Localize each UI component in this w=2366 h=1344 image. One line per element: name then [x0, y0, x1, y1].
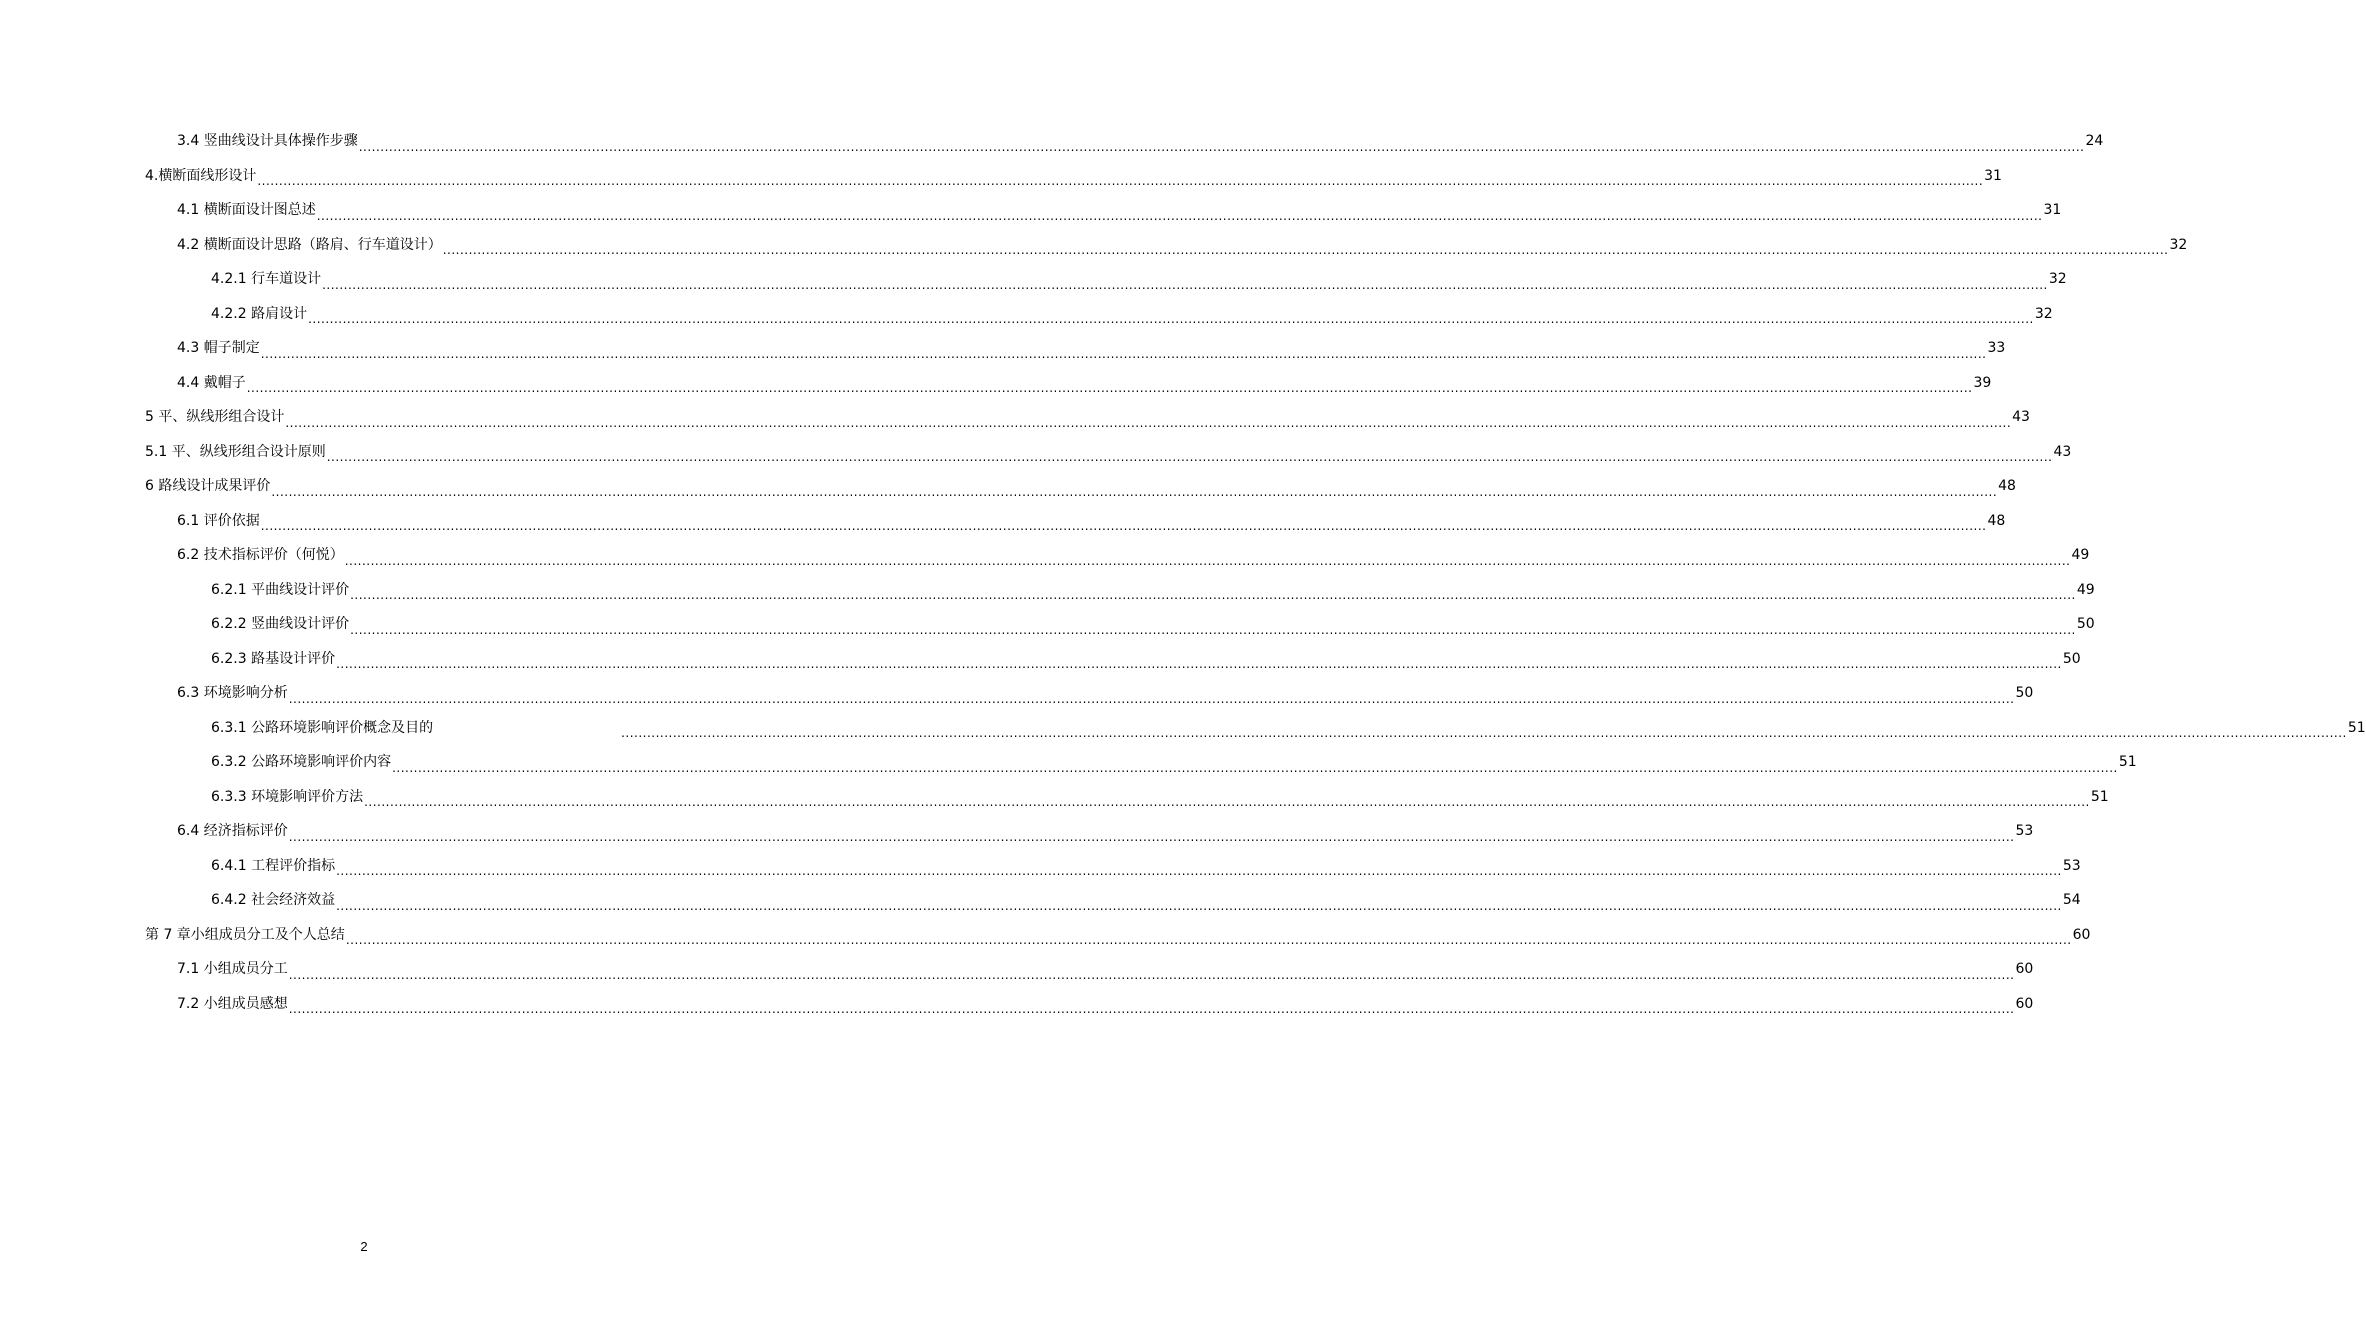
toc-dot-leader: ................................................................................................................................................................................................................................................................................................................................................................................................................ — [308, 312, 2034, 326]
toc-entry-page: 43 — [2012, 409, 2030, 426]
toc-entry-label: 6.3.3 环境影响评价方法 — [211, 788, 364, 805]
toc-entry-label: 4.横断面线形设计 — [145, 167, 257, 184]
toc-entry-label: 6.3.2 公路环境影响评价内容 — [211, 754, 392, 771]
toc-dot-leader: ................................................................................................................................................................................................................................................................................................................................................................................................................ — [246, 381, 1973, 395]
toc-entry-label: 6.2.1 平曲线设计评价 — [211, 581, 350, 598]
toc-entry-page: 43 — [2053, 443, 2072, 460]
toc-entry-page: 53 — [2062, 857, 2081, 874]
toc-dot-leader: ................................................................................................................................................................................................................................................................................................................................................................................................................ — [364, 795, 2090, 809]
toc-entry[interactable] — [145, 849, 2081, 884]
toc-dot-leader: ................................................................................................................................................................................................................................................................................................................................................................................................................ — [336, 657, 2062, 671]
toc-entry-page: 60 — [2072, 926, 2091, 943]
toc-entry-label: 5 平、纵线形组合设计 — [145, 409, 285, 426]
toc-entry-page: 31 — [1984, 167, 2002, 184]
toc-dot-leader: ................................................................................................................................................................................................................................................................................................................................................................................................................ — [442, 243, 2169, 257]
toc-dot-leader: ................................................................................................................................................................................................................................................................................................................................................................................................................ — [336, 864, 2062, 878]
toc-entry-page: 49 — [2071, 547, 2090, 564]
toc-entry-page: 48 — [1998, 478, 2016, 495]
toc-entry[interactable] — [145, 538, 2090, 573]
toc-dot-leader: ................................................................................................................................................................................................................................................................................................................................................................................................................ — [285, 415, 2012, 430]
toc-entry-page: 60 — [2015, 961, 2034, 978]
toc-dot-leader: ................................................................................................................................................................................................................................................................................................................................................................................................................ — [392, 760, 2118, 775]
toc-entry[interactable] — [145, 780, 2109, 815]
toc-entry[interactable] — [145, 366, 1992, 401]
toc-entry-label: 7.1 小组成员分工 — [177, 961, 288, 978]
toc-entry-label: 6.1 评价依据 — [177, 512, 260, 529]
toc-dot-leader: ................................................................................................................................................................................................................................................................................................................................................................................................................ — [350, 622, 2076, 637]
toc-entry-page: 49 — [2076, 581, 2095, 598]
toc-entry[interactable] — [145, 331, 2006, 366]
toc-entry[interactable] — [145, 676, 2034, 711]
toc-dot-leader: ................................................................................................................................................................................................................................................................................................................................................................................................................ — [316, 208, 2043, 223]
toc-entry-label: 6.4 经济指标评价 — [177, 823, 288, 840]
toc-entry[interactable] — [145, 642, 2081, 677]
page-number: 2 — [360, 1239, 368, 1254]
toc-dot-leader: ................................................................................................................................................................................................................................................................................................................................................................................................................ — [288, 1002, 2015, 1016]
toc-entry[interactable] — [145, 297, 2053, 332]
toc-dot-leader: ................................................................................................................................................................................................................................................................................................................................................................................................................ — [350, 588, 2076, 602]
toc-entry-page: 50 — [2062, 650, 2081, 667]
toc-entry-label: 3.4 竖曲线设计具体操作步骤 — [177, 133, 358, 150]
toc-entry-page: 51 — [2118, 754, 2137, 771]
toc-dot-leader: ................................................................................................................................................................................................................................................................................................................................................................................................................ — [271, 484, 1998, 499]
toc-entry[interactable] — [145, 469, 2016, 504]
toc-entry-page: 32 — [2169, 236, 2188, 253]
toc-entry-page: 51 — [2090, 788, 2109, 805]
toc-entry-label: 4.2.2 路肩设计 — [211, 305, 308, 322]
toc-entry[interactable] — [145, 607, 2095, 642]
toc-entry-label: 6.2 技术指标评价（何悦） — [177, 547, 344, 564]
toc-dot-leader: ................................................................................................................................................................................................................................................................................................................................................................................................................ — [260, 519, 1987, 533]
toc-entry-page: 32 — [2048, 271, 2067, 288]
toc-entry-label: 6.2.3 路基设计评价 — [211, 650, 336, 667]
toc-entry-page: 48 — [1987, 512, 2006, 529]
toc-entry-label: 6.2.2 竖曲线设计评价 — [211, 616, 350, 633]
toc-entry[interactable] — [145, 262, 2067, 297]
toc-entry-page: 53 — [2015, 823, 2034, 840]
toc-entry-label: 4.2 横断面设计思路（路肩、行车道设计） — [177, 236, 442, 253]
table-of-contents — [145, 124, 2366, 1021]
toc-entry[interactable] — [145, 918, 2091, 953]
toc-entry[interactable] — [145, 814, 2034, 849]
toc-entry-label: 4.3 帽子制定 — [177, 340, 260, 357]
toc-entry[interactable] — [145, 193, 2062, 228]
toc-entry-label: 6.4.1 工程评价指标 — [211, 857, 336, 874]
toc-dot-leader: ................................................................................................................................................................................................................................................................................................................................................................................................................ — [257, 174, 1984, 188]
toc-entry[interactable] — [145, 883, 2081, 918]
toc-dot-leader: ................................................................................................................................................................................................................................................................................................................................................................................................................ — [358, 139, 2085, 154]
toc-dot-leader: ................................................................................................................................................................................................................................................................................................................................................................................................................ — [260, 346, 1987, 361]
toc-entry-page: 39 — [1973, 374, 1992, 391]
toc-entry-label: 6 路线设计成果评价 — [145, 478, 271, 495]
toc-dot-leader: ................................................................................................................................................................................................................................................................................................................................................................................................................ — [288, 967, 2015, 982]
toc-entry[interactable] — [145, 504, 2006, 539]
toc-entry[interactable] — [145, 711, 2366, 746]
toc-entry-page: 31 — [2043, 202, 2062, 219]
toc-entry-page: 24 — [2085, 133, 2104, 150]
toc-dot-leader: ................................................................................................................................................................................................................................................................................................................................................................................................................ — [288, 829, 2015, 844]
toc-dot-leader: ................................................................................................................................................................................................................................................................................................................................................................................................................ — [336, 898, 2062, 913]
toc-entry[interactable] — [145, 435, 2072, 470]
toc-entry[interactable] — [145, 573, 2095, 608]
toc-entry-page: 60 — [2015, 995, 2034, 1012]
toc-entry[interactable] — [145, 745, 2137, 780]
toc-entry-page: 33 — [1987, 340, 2006, 357]
toc-entry-label: 4.1 横断面设计图总述 — [177, 202, 316, 219]
toc-dot-leader: ................................................................................................................................................................................................................................................................................................................................................................................................................ — [345, 933, 2072, 947]
toc-entry-page: 32 — [2034, 305, 2053, 322]
toc-entry-page: 54 — [2062, 892, 2081, 909]
toc-dot-leader: ................................................................................................................................................................................................................................................................................................................................................................................................................ — [344, 553, 2071, 568]
toc-entry-label: 6.3 环境影响分析 — [177, 685, 288, 702]
toc-entry[interactable] — [145, 987, 2034, 1022]
toc-entry[interactable] — [145, 400, 2030, 435]
toc-entry-label: 6.4.2 社会经济效益 — [211, 892, 336, 909]
toc-entry[interactable] — [145, 159, 2002, 194]
toc-entry-label: 4.2.1 行车道设计 — [211, 271, 322, 288]
toc-entry-page: 50 — [2015, 685, 2034, 702]
toc-entry[interactable] — [145, 952, 2034, 987]
toc-entry-label: 6.3.1 公路环境影响评价概念及目的 — [211, 719, 434, 736]
toc-entry-page: 50 — [2076, 616, 2095, 633]
toc-entry-label: 7.2 小组成员感想 — [177, 995, 288, 1012]
toc-entry-page: 51 — [2347, 719, 2366, 736]
toc-dot-leader: ................................................................................................................................................................................................................................................................................................................................................................................................................ — [322, 277, 2048, 292]
toc-entry[interactable] — [145, 124, 2104, 159]
toc-dot-leader: ................................................................................................................................................................................................................................................................................................................................................................................................................ — [326, 450, 2053, 464]
toc-dot-leader: ................................................................................................................................................................................................................................................................................................................................................................................................................ — [288, 691, 2015, 706]
toc-dot-leader: ................................................................................................................................................................................................................................................................................................................................................................................................................ — [621, 726, 2347, 740]
toc-entry-label: 4.4 戴帽子 — [177, 374, 246, 391]
toc-entry-label: 第 7 章小组成员分工及个人总结 — [145, 926, 345, 943]
toc-entry-label: 5.1 平、纵线形组合设计原则 — [145, 443, 326, 460]
toc-entry[interactable] — [145, 228, 2188, 263]
